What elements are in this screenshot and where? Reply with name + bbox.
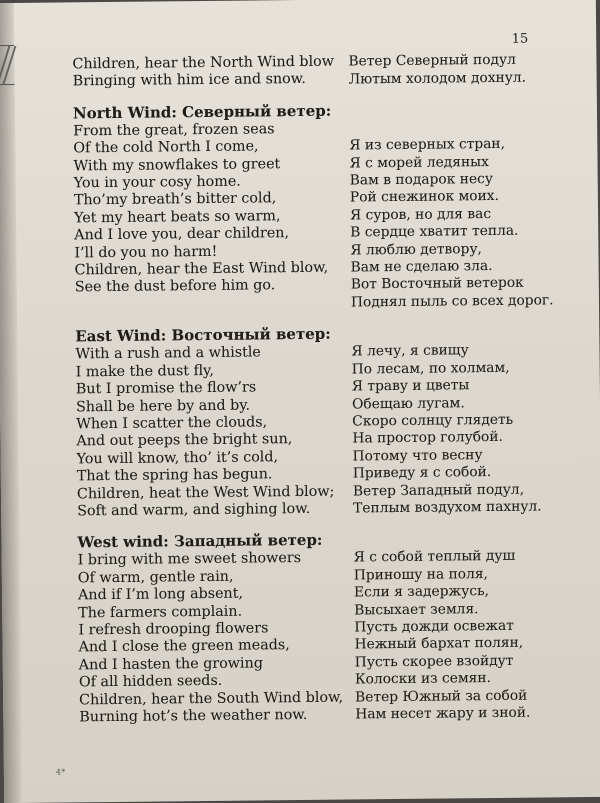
russian-line: Теплым воздухом пахнул. bbox=[353, 498, 542, 517]
english-line: Bringing with him ice and snow. bbox=[72, 71, 306, 90]
english-line: Of warm, gentle rain, bbox=[77, 568, 234, 587]
english-line: You in your cosy home. bbox=[73, 173, 241, 192]
english-line: And I love you, dear children, bbox=[74, 225, 290, 244]
russian-line: Потому что весну bbox=[352, 446, 483, 465]
poem-line-row bbox=[79, 704, 557, 726]
poem-content bbox=[72, 51, 557, 739]
english-line: From the great, frozen seas bbox=[73, 121, 275, 140]
russian-line: Ветер Западный подул, bbox=[352, 481, 525, 499]
russian-line: Поднял пыль со всех дорог. bbox=[350, 292, 554, 311]
english-line bbox=[75, 306, 351, 309]
english-line: I refresh drooping flowers bbox=[78, 620, 269, 639]
russian-line: Приношу на поля, bbox=[353, 565, 488, 584]
english-line: Of the cold North I come, bbox=[73, 138, 259, 157]
russian-line: Лютым холодом дохнул. bbox=[348, 70, 527, 88]
russian-line: Вам в подарок несу bbox=[349, 170, 493, 189]
english-line: Yet my heart beats so warm, bbox=[74, 208, 281, 227]
russian-line: По лесам, по холмам, bbox=[351, 359, 510, 378]
russian-line: Я с морей ледяных bbox=[349, 153, 489, 172]
english-line: You will know, tho’ it’s cold, bbox=[76, 448, 279, 468]
english-line: I’ll do you no harm! bbox=[74, 243, 218, 262]
english-line: Children, heat the West Wind blow; bbox=[76, 483, 335, 502]
english-line: Children, hear the South Wind blow, bbox=[79, 689, 344, 708]
russian-line: Я траву и цветы bbox=[351, 377, 470, 395]
footer-signature-mark: 4* bbox=[55, 767, 66, 777]
poem-intro-section bbox=[72, 51, 550, 91]
north-wind-section bbox=[73, 99, 553, 314]
russian-line bbox=[349, 130, 551, 132]
english-line: With a rush and a whistle bbox=[75, 344, 261, 363]
english-line: I bring with me sweet showers bbox=[77, 550, 302, 569]
english-line: But I promise the flow’rs bbox=[75, 379, 257, 398]
russian-line: Я лечу, я свищу bbox=[351, 342, 469, 360]
russian-line: Ветер Южный за собой bbox=[355, 687, 528, 706]
russian-line: На простор голубой. bbox=[352, 429, 503, 447]
english-line: Soft and warm, and sighing low. bbox=[77, 500, 311, 520]
english-line: Shall be here by and by. bbox=[75, 397, 251, 415]
russian-line: Если я задержусь, bbox=[353, 583, 490, 601]
english-line: The farmers complain. bbox=[78, 603, 243, 621]
russian-line: Я с собой теплый душ bbox=[353, 548, 516, 566]
english-line: Children, hear the East Wind blow, bbox=[74, 259, 329, 279]
russian-line: Пусть скорее взойдут bbox=[354, 652, 514, 671]
english-line: That the spring has begun. bbox=[76, 466, 273, 485]
russian-line: Я из северных стран, bbox=[349, 136, 506, 154]
russian-line: Я люблю детвору, bbox=[350, 240, 482, 259]
english-line: And if I’m long absent, bbox=[77, 585, 244, 604]
english-line: And I close the green meads, bbox=[78, 637, 290, 656]
english-line: With my snowflakes to greet bbox=[73, 155, 281, 174]
page-binding-shadow bbox=[0, 3, 22, 803]
section-heading-north-wind: North Wind: Северный ветер: bbox=[72, 101, 332, 123]
poem-line-row bbox=[77, 498, 555, 520]
english-line: Tho’my breath’s bitter cold, bbox=[73, 190, 277, 209]
page-number: 15 bbox=[511, 31, 529, 47]
russian-line: В сердце хватит тепла. bbox=[350, 222, 519, 241]
russian-line: Нам несет жару и зной. bbox=[355, 704, 531, 723]
russian-line: Вот Восточный ветерок bbox=[350, 275, 524, 293]
west-wind-section bbox=[77, 529, 557, 727]
russian-line: Я суров, но для вас bbox=[349, 205, 492, 224]
binding-mark-icon bbox=[0, 45, 15, 85]
section-heading-east-wind: East Wind: Восточный ветер: bbox=[75, 324, 331, 346]
english-line: When I scatter the clouds, bbox=[76, 414, 268, 433]
section-heading-west-wind: West wind: Западный ветер: bbox=[77, 531, 323, 552]
russian-line: Приведу я с собой. bbox=[352, 464, 492, 482]
poem-line-row bbox=[73, 69, 551, 91]
russian-line: Пусть дожди освежат bbox=[354, 617, 514, 636]
russian-line: Скоро солнцу глядеть bbox=[352, 411, 514, 430]
english-line: Children, hear the North Wind blow bbox=[72, 53, 335, 73]
russian-line: Вам не сделаю зла. bbox=[350, 258, 493, 276]
russian-line: Обещаю лугам. bbox=[351, 394, 465, 412]
russian-line: Высыхает земля. bbox=[354, 600, 479, 619]
english-line: Of all hidden seeds. bbox=[78, 673, 223, 691]
english-line: See the dust before him go. bbox=[74, 277, 276, 296]
english-line: And out peeps the bright sun, bbox=[76, 431, 293, 450]
english-line: I make the dust fly, bbox=[75, 362, 214, 381]
russian-line: Нежный бархат полян, bbox=[354, 635, 524, 653]
russian-line: Ветер Северный подул bbox=[348, 51, 516, 70]
east-wind-section bbox=[75, 323, 555, 521]
russian-line: Колоски из семян. bbox=[354, 670, 492, 688]
english-line: Burning hot’s the weather now. bbox=[79, 706, 308, 726]
russian-line: Рой снежинок моих. bbox=[349, 188, 500, 206]
english-line: And I hasten the growing bbox=[78, 655, 264, 674]
